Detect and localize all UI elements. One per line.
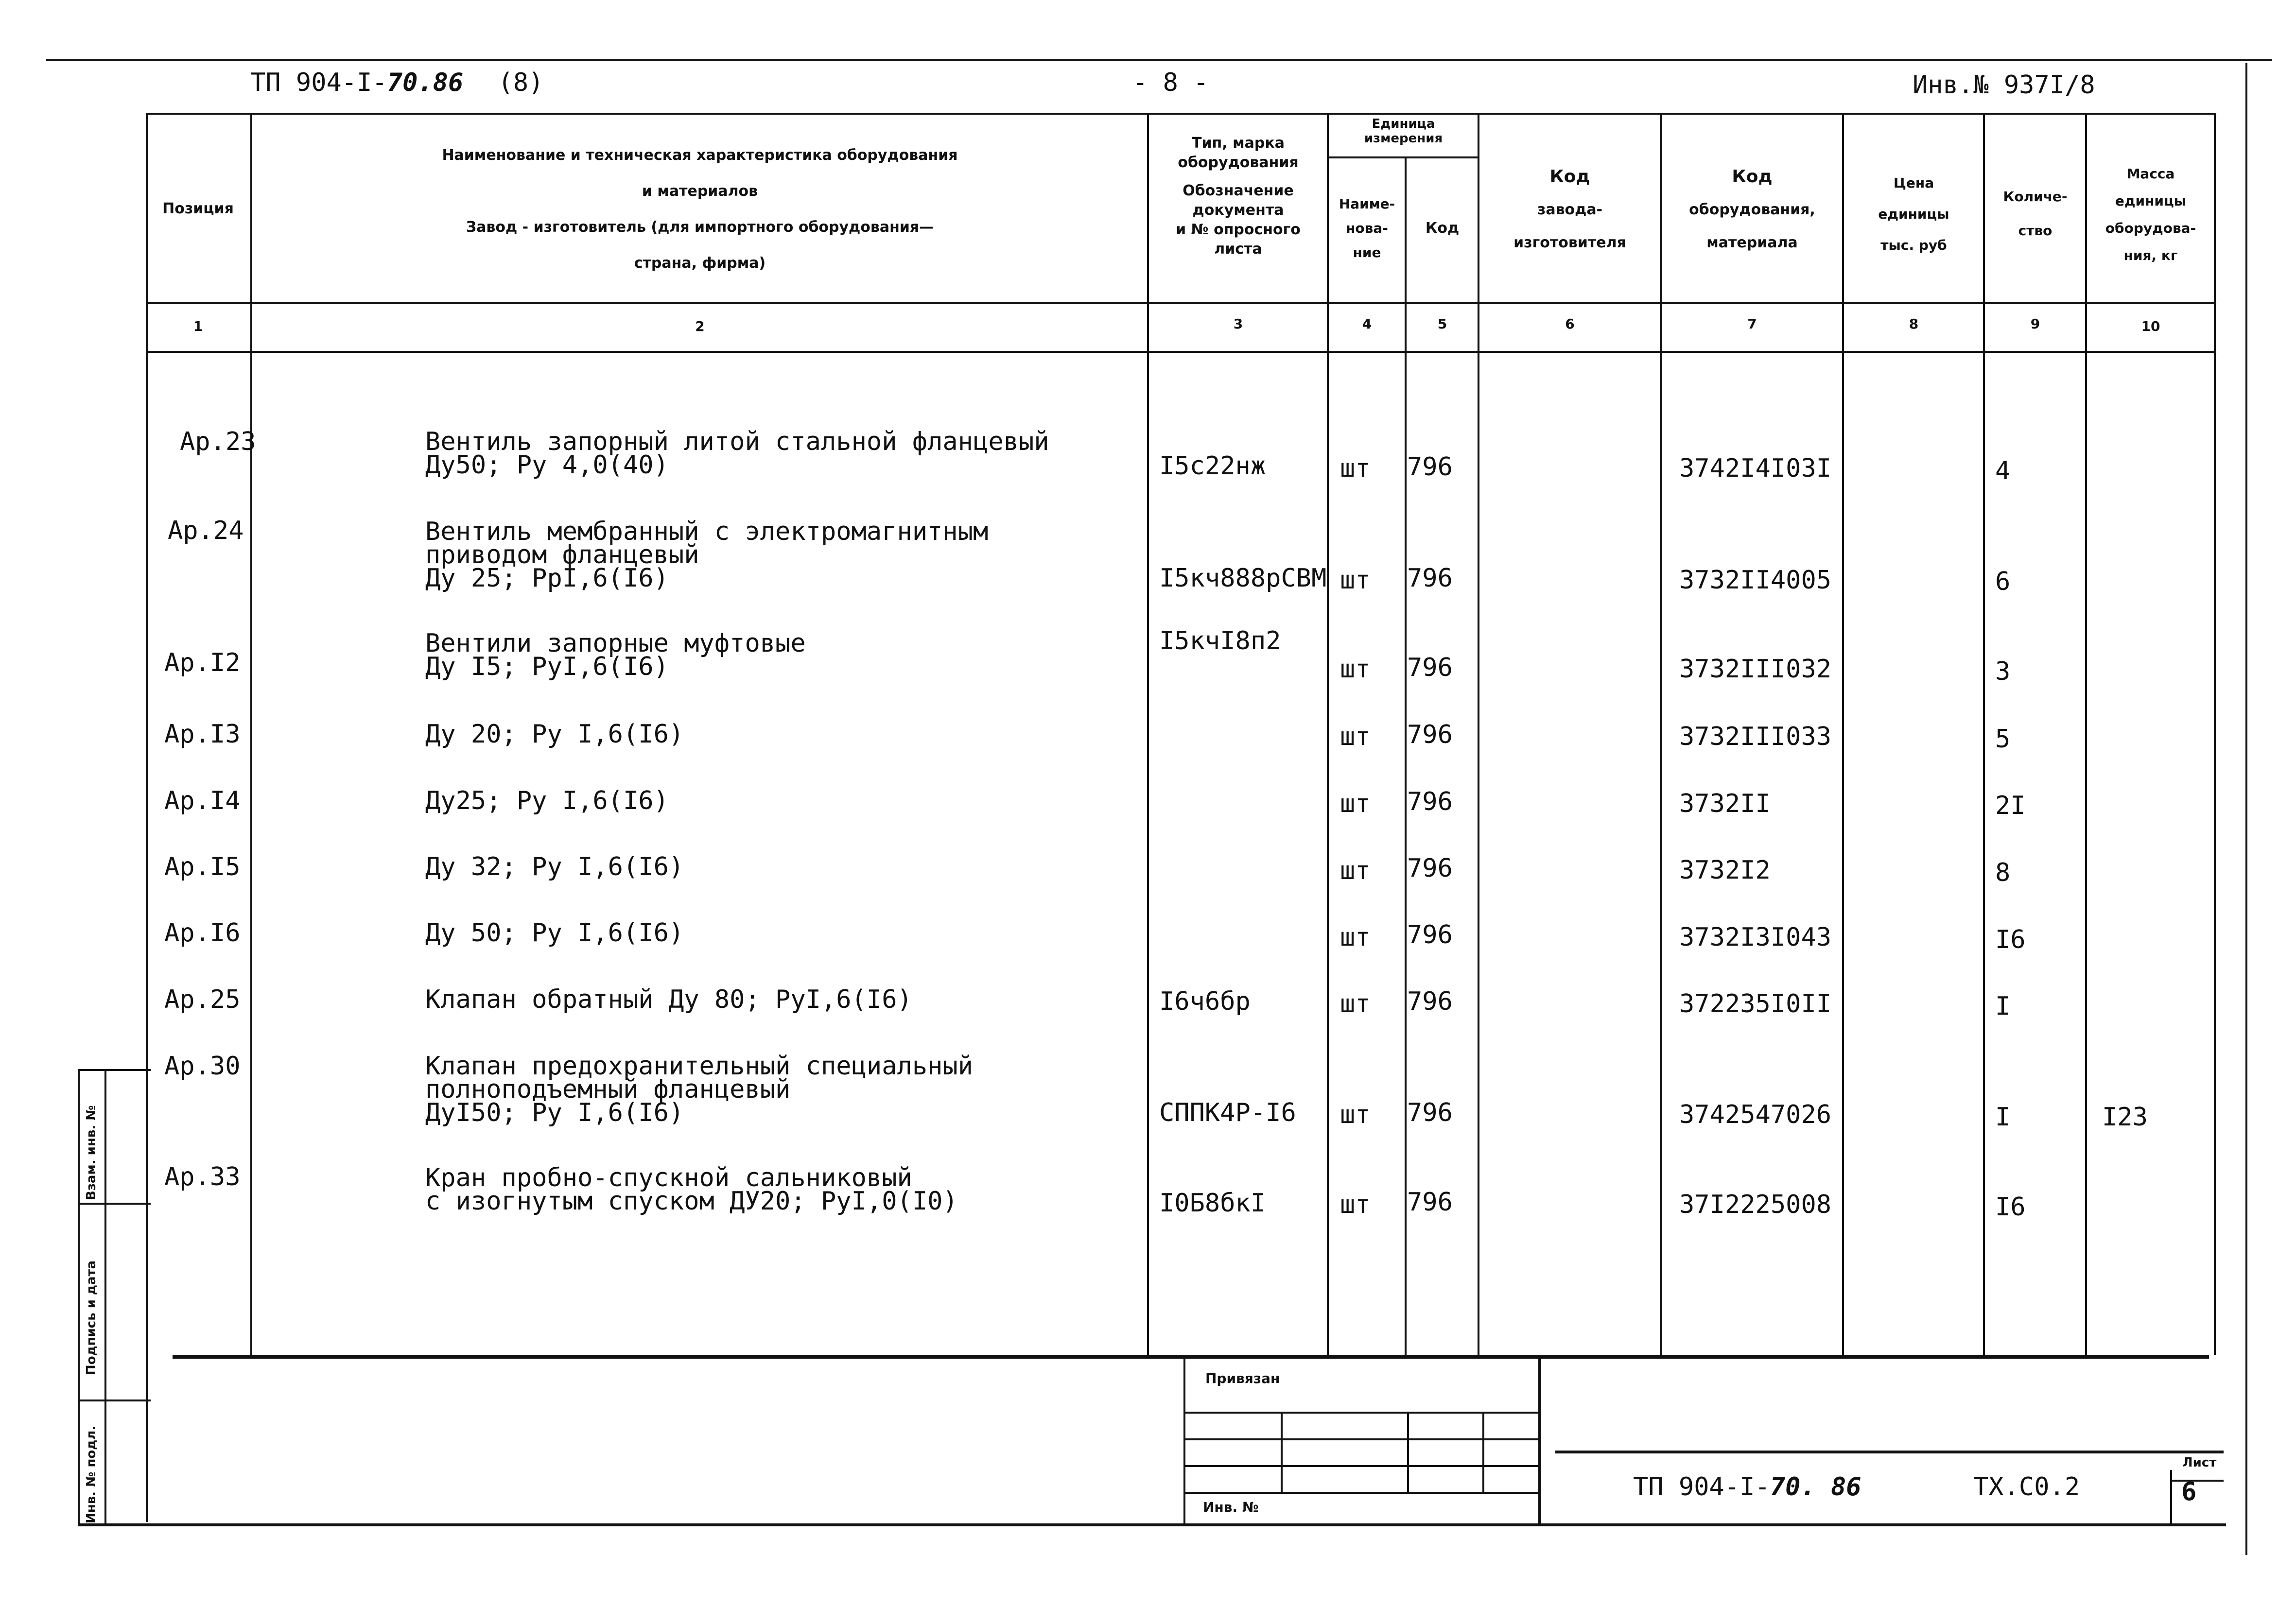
row-position: Ар.I2 [164, 648, 241, 677]
row-qty: 2I [1995, 791, 2026, 820]
row-unit: шт [1340, 1190, 1371, 1219]
side-label-original-inv: Инв. № подл. [84, 1425, 99, 1523]
header-type-line6: листа [1214, 241, 1262, 258]
row-code: 3742I4I03I [1679, 454, 1832, 483]
header-equipment-code [1662, 160, 1842, 259]
privyazan-inv-label: Инв. № [1203, 1499, 1259, 1515]
row-name [425, 629, 806, 681]
privyazan-line [1183, 1465, 1538, 1467]
col-line-6 [1660, 113, 1662, 1355]
col-line-10 [2214, 113, 2216, 1355]
row-mass: I23 [2102, 1103, 2148, 1132]
row-name [425, 1052, 974, 1127]
row-unit: шт [1340, 989, 1371, 1019]
row-name [425, 427, 1049, 480]
header-quantity [1985, 180, 2085, 248]
header-mass-line1: Масса [2126, 166, 2175, 182]
row-qty: 5 [1995, 725, 2011, 754]
row-position: Ар.24 [168, 516, 244, 545]
row-name-line2: полноподъемный фланцевый [425, 1075, 791, 1104]
col-line-2 [1147, 113, 1149, 1355]
row-unit-code: 796 [1407, 720, 1453, 749]
table-bottom-line [173, 1355, 2209, 1359]
bottom-doc-code [1633, 1472, 1861, 1502]
doc-suffix: (8) [498, 68, 544, 97]
row-qty: I [1995, 1103, 2011, 1132]
row-qty: I6 [1995, 1192, 2026, 1222]
header-quantity-line1: Количе- [2003, 189, 2068, 205]
row-name-line1: Вентиль мембранный с электромагнитным [425, 517, 989, 546]
bottom-doc-hand: 70. 86 [1770, 1472, 1861, 1502]
row-code: 3732III032 [1679, 655, 1832, 684]
row-type: I6ч6бр [1159, 987, 1251, 1016]
stamp-right-edge [2245, 63, 2247, 1555]
row-type: I5кчI8п2 [1159, 626, 1281, 656]
col-line-7 [1842, 113, 1844, 1355]
doc-hand: 70.86 [387, 68, 464, 97]
col-number-4: 4 [1362, 316, 1372, 332]
row-unit-code: 796 [1407, 564, 1453, 593]
sheet-box-line [2170, 1480, 2224, 1482]
privyazan-cell [1407, 1412, 1409, 1492]
stamp-outer-bottom [78, 1523, 2226, 1526]
row-name-line1: Клапан предохранительный специальный [425, 1052, 974, 1081]
side-stamp-line [78, 1069, 80, 1526]
row-code: 3732I3I043 [1679, 923, 1832, 952]
header-unit-group [1329, 117, 1478, 146]
row-position: Ар.25 [164, 985, 241, 1014]
header-unit-name [1329, 192, 1405, 265]
header-equipment-line3: материала [1706, 234, 1798, 251]
row-qty: 6 [1995, 567, 2011, 596]
row-code: 3732II [1679, 789, 1771, 818]
row-type: I5кч888рСВМ [1159, 564, 1327, 593]
row-code: 3732I2 [1679, 856, 1771, 885]
sheet-label: Лист [2182, 1455, 2217, 1470]
col-line-0 [146, 113, 148, 1522]
col-number-8: 8 [1909, 316, 1919, 332]
col-number-1: 1 [193, 318, 203, 334]
col-line-5 [1478, 113, 1479, 1355]
sheet-box-left [2170, 1470, 2172, 1523]
numbers-bottom-line [146, 351, 2216, 353]
row-type: СППК4Р-I6 [1159, 1098, 1296, 1127]
header-unit-line1: Единица [1372, 117, 1435, 131]
row-code: 37I2225008 [1679, 1190, 1832, 1219]
header-unit-code: Код [1425, 220, 1460, 237]
row-type: I0Б8бкI [1159, 1189, 1266, 1218]
row-qty: 4 [1995, 456, 2011, 485]
col-number-7: 7 [1747, 316, 1757, 332]
col-line-9 [2085, 113, 2087, 1355]
row-unit: шт [1340, 566, 1371, 595]
row-name-line2: Ду I5; РуI,6(I6) [425, 652, 669, 681]
row-unit: шт [1340, 923, 1371, 952]
row-code: 3742547026 [1679, 1100, 1832, 1129]
row-name [425, 985, 912, 1014]
row-name-line1: Вентиль запорный литой стальной фланцевый [425, 427, 1049, 456]
inventory-label: Инв.№ [1913, 70, 1989, 100]
row-unit-code: 796 [1407, 987, 1453, 1016]
row-qty: 8 [1995, 858, 2011, 887]
side-stamp-line [78, 1400, 151, 1401]
header-unit-name-line3: ние [1353, 244, 1381, 260]
sheet-code: ТХ.С0.2 [1973, 1472, 2080, 1502]
col-line-8 [1983, 113, 1985, 1355]
row-unit: шт [1340, 1100, 1371, 1129]
row-name-line1: Ду 20; Ру I,6(I6) [425, 720, 684, 749]
row-name [425, 852, 684, 881]
bottom-doc-prefix: ТП 904-I- [1633, 1472, 1770, 1502]
header-factory-line3: изготовителя [1513, 234, 1626, 251]
row-name-line2: с изогнутым спуском ДУ20; РуI,0(I0) [425, 1187, 958, 1216]
header-equipment-line1: Код [1732, 167, 1773, 187]
title-block-top [1555, 1451, 2224, 1453]
row-unit: шт [1340, 454, 1371, 483]
row-name [425, 786, 669, 815]
header-factory-line2: завода- [1537, 201, 1603, 218]
col-number-10: 10 [2141, 318, 2160, 334]
table-top-line [146, 113, 2216, 115]
header-name-line4: страна, фирма) [634, 255, 766, 272]
header-mass-line3: оборудова- [2105, 220, 2196, 236]
row-name-line2: приводом фланцевый [425, 540, 699, 570]
row-name [425, 720, 684, 749]
unit-group-line [1327, 156, 1478, 158]
top-rule [46, 59, 2272, 61]
header-name-line1: Наименование и техническая характеристика оборудования [442, 147, 958, 164]
header-type-line3: Обозначение [1183, 182, 1294, 199]
row-unit-code: 796 [1407, 920, 1453, 950]
row-unit-code: 796 [1407, 787, 1453, 816]
privyazan-cell [1482, 1412, 1484, 1492]
header-mass-line2: единицы [2115, 193, 2187, 209]
row-qty: I [1995, 992, 2011, 1021]
privyazan-line [1183, 1412, 1538, 1414]
header-type-line1: Тип, марка [1192, 135, 1285, 152]
col-number-3: 3 [1233, 316, 1243, 332]
row-code: 372235I0II [1679, 989, 1832, 1019]
header-name-line3: Завод - изготовитель (для импортного оборудования— [466, 219, 934, 236]
row-qty: 3 [1995, 657, 2011, 686]
row-name-line3: Ду 25; РрI,6(I6) [425, 564, 669, 593]
row-name-line1: Ду25; Ру I,6(I6) [425, 786, 669, 815]
page-marker: - 8 - [1132, 68, 1209, 97]
side-stamp-line [78, 1069, 151, 1071]
doc-code-top [250, 68, 544, 97]
privyazan-right [1538, 1355, 1541, 1523]
row-name-line3: ДуI50; Ру I,6(I6) [425, 1098, 684, 1127]
side-label-signature-date: Подпись и дата [84, 1260, 99, 1375]
row-name-line1: Клапан обратный Ду 80; РуI,6(I6) [425, 985, 912, 1014]
sheet-number: 6 [2181, 1477, 2197, 1506]
row-name-line2: Ду50; Ру 4,0(40) [425, 450, 669, 480]
row-position: Ар.30 [164, 1052, 241, 1081]
row-name-line1: Кран пробно-спускной сальниковый [425, 1163, 912, 1192]
side-stamp-line [78, 1203, 151, 1205]
row-position: Ар.33 [164, 1162, 241, 1192]
header-factory-code [1480, 160, 1660, 259]
col-number-6: 6 [1565, 316, 1575, 332]
inventory-value: 937I/8 [2003, 70, 2095, 100]
col-line-4 [1405, 156, 1407, 1355]
row-qty: I6 [1995, 925, 2026, 954]
row-position: Ар.I6 [164, 918, 241, 948]
row-type: I5с22нж [1159, 451, 1266, 481]
row-unit: шт [1340, 789, 1371, 818]
privyazan-line [1183, 1492, 1538, 1494]
privyazan-label: Привязан [1205, 1370, 1280, 1386]
row-name-line1: Ду 50; Ру I,6(I6) [425, 918, 684, 948]
header-equipment-line2: оборудования, [1689, 201, 1815, 218]
header-type-line2: оборудования [1178, 154, 1299, 171]
row-name [425, 517, 989, 593]
inventory-number [1913, 70, 2095, 100]
col-number-5: 5 [1437, 316, 1447, 332]
row-unit-code: 796 [1407, 854, 1453, 883]
header-bottom-line [146, 302, 2216, 304]
row-position: Ар.I4 [164, 786, 241, 815]
header-unit-line2: измерения [1364, 131, 1443, 146]
header-mass-line4: ния, кг [2123, 247, 2178, 263]
header-name-line2: и материалов [642, 183, 758, 200]
row-name-line1: Ду 32; Ру I,6(I6) [425, 852, 684, 881]
row-position: Ар.I5 [164, 852, 241, 881]
doc-prefix: ТП 904-I- [250, 68, 387, 97]
header-position: Позиция [162, 200, 234, 217]
row-name-line1: Вентили запорные муфтовые [425, 629, 806, 658]
header-unit-name-line1: Наиме- [1339, 196, 1395, 212]
header-type-line4: документа [1192, 202, 1284, 219]
header-unit-name-line2: нова- [1346, 220, 1388, 236]
side-stamp-line [104, 1069, 106, 1526]
row-name [425, 1163, 958, 1216]
header-name [253, 146, 1147, 273]
header-type [1149, 134, 1327, 259]
header-quantity-line2: ство [2018, 223, 2052, 239]
row-position: Ар.23 [180, 427, 256, 456]
header-factory-line1: Код [1549, 167, 1590, 187]
header-mass [2087, 160, 2214, 269]
header-price [1844, 168, 1983, 261]
row-position: Ар.I3 [164, 720, 241, 749]
row-unit-code: 796 [1407, 1098, 1453, 1127]
col-line-1 [250, 113, 252, 1355]
header-type-line5: и № опросного [1176, 221, 1301, 238]
header-price-line3: тыс. руб [1880, 237, 1947, 253]
col-number-2: 2 [695, 318, 705, 334]
row-unit-code: 796 [1407, 1188, 1453, 1217]
row-unit: шт [1340, 655, 1371, 684]
row-name [425, 918, 684, 948]
row-unit: шт [1340, 856, 1371, 885]
row-unit-code: 796 [1407, 653, 1453, 682]
side-label-replaced-inv: Взам. инв. № [84, 1105, 99, 1200]
row-code: 3732III033 [1679, 722, 1832, 751]
header-price-line2: единицы [1878, 206, 1949, 222]
col-number-9: 9 [2030, 316, 2040, 332]
privyazan-cell [1281, 1412, 1283, 1492]
col-line-3 [1327, 113, 1329, 1355]
row-code: 3732II4005 [1679, 566, 1832, 595]
privyazan-line [1183, 1438, 1538, 1440]
row-unit: шт [1340, 722, 1371, 751]
header-price-line1: Цена [1893, 175, 1934, 191]
row-unit-code: 796 [1407, 452, 1453, 482]
